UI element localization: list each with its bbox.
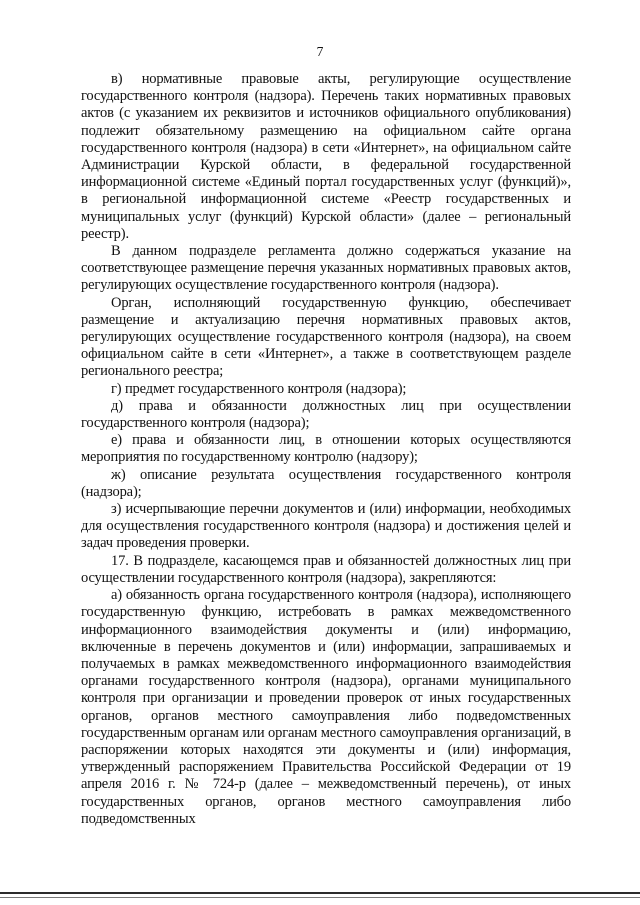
paragraph-authority-duty: Орган, исполняющий государственную функцию, обеспечивает размещение и актуализацию перечня нормативных правовых актов, регулирующих осуществление государственного контроля (надзора), на своем официальном сайте в сети «Интернет», а также в соответствующем разделе регионального реестра;	[81, 294, 571, 380]
paragraph-a: а) обязанность органа государственного контроля (надзора), исполняющего государственную функцию, истребовать в рамках межведомственного информационного взаимодействия документы и (или) информацию, включенные в перечень документов и (или) информации, запрашиваемых и получаемых в рамках межведомственного информационного взаимодействия органами государственного контроля (надзора), органами муниципального контроля при организации и проведении проверок от иных государственных органов, органов местного самоуправления либо подведомственных государственным органам или органам местного самоуправления организаций, в распоряжении которых находятся эти документы и (или) информация, утвержденный распоряжением Правительства Российской Федерации от 19 апреля 2016 г. № 724-р (далее – межведомственный перечень), от иных государственных органов, органов местного самоуправления либо подведомственных	[81, 587, 571, 827]
paragraph-v: в) нормативные правовые акты, регулирующие осуществление государственного контроля (надзора). Перечень таких нормативных правовых актов (с указанием их реквизитов и источников официального опубликования) подлежит обязательному размещению на официальном сайте органа государственного контроля (надзора) в сети «Интернет», на официальном сайте Администрации Курской области, в федеральной государственной информационной системе «Единый портал государственных услуг (функций)», в региональной информационной системе «Реестр государственных и муниципальных услуг (функций) Курской области» (далее – региональный реестр).	[81, 71, 571, 242]
document-body	[81, 71, 571, 828]
paragraph-17: 17. В подразделе, касающемся прав и обязанностей должностных лиц при осуществлении государственного контроля (надзора), закрепляются:	[81, 552, 571, 586]
paragraph-zh: ж) описание результата осуществления государственного контроля (надзора);	[81, 466, 571, 500]
paragraph-d: д) права и обязанности должностных лиц при осуществлении государственного контроля (надзора);	[81, 397, 571, 432]
paragraph-g: г) предмет государственного контроля (надзора);	[111, 380, 407, 397]
paragraph-e: е) права и обязанности лиц, в отношении которых осуществляются мероприятия по государственному контролю (надзору);	[81, 432, 571, 466]
page-number: 7	[316, 44, 324, 59]
scan-edge-line-secondary	[0, 897, 640, 898]
paragraph-placement-note: В данном подразделе регламента должно содержаться указание на соответствующее размещение перечня указанных нормативных правовых актов, регулирующих осуществление государственного контроля (надзора).	[81, 243, 571, 294]
scan-edge-line	[0, 892, 640, 894]
paragraph-z: з) исчерпывающие перечни документов и (или) информации, необходимых для осуществления государственного контроля (надзора) и достижения целей и задач проведения проверки.	[81, 501, 571, 552]
